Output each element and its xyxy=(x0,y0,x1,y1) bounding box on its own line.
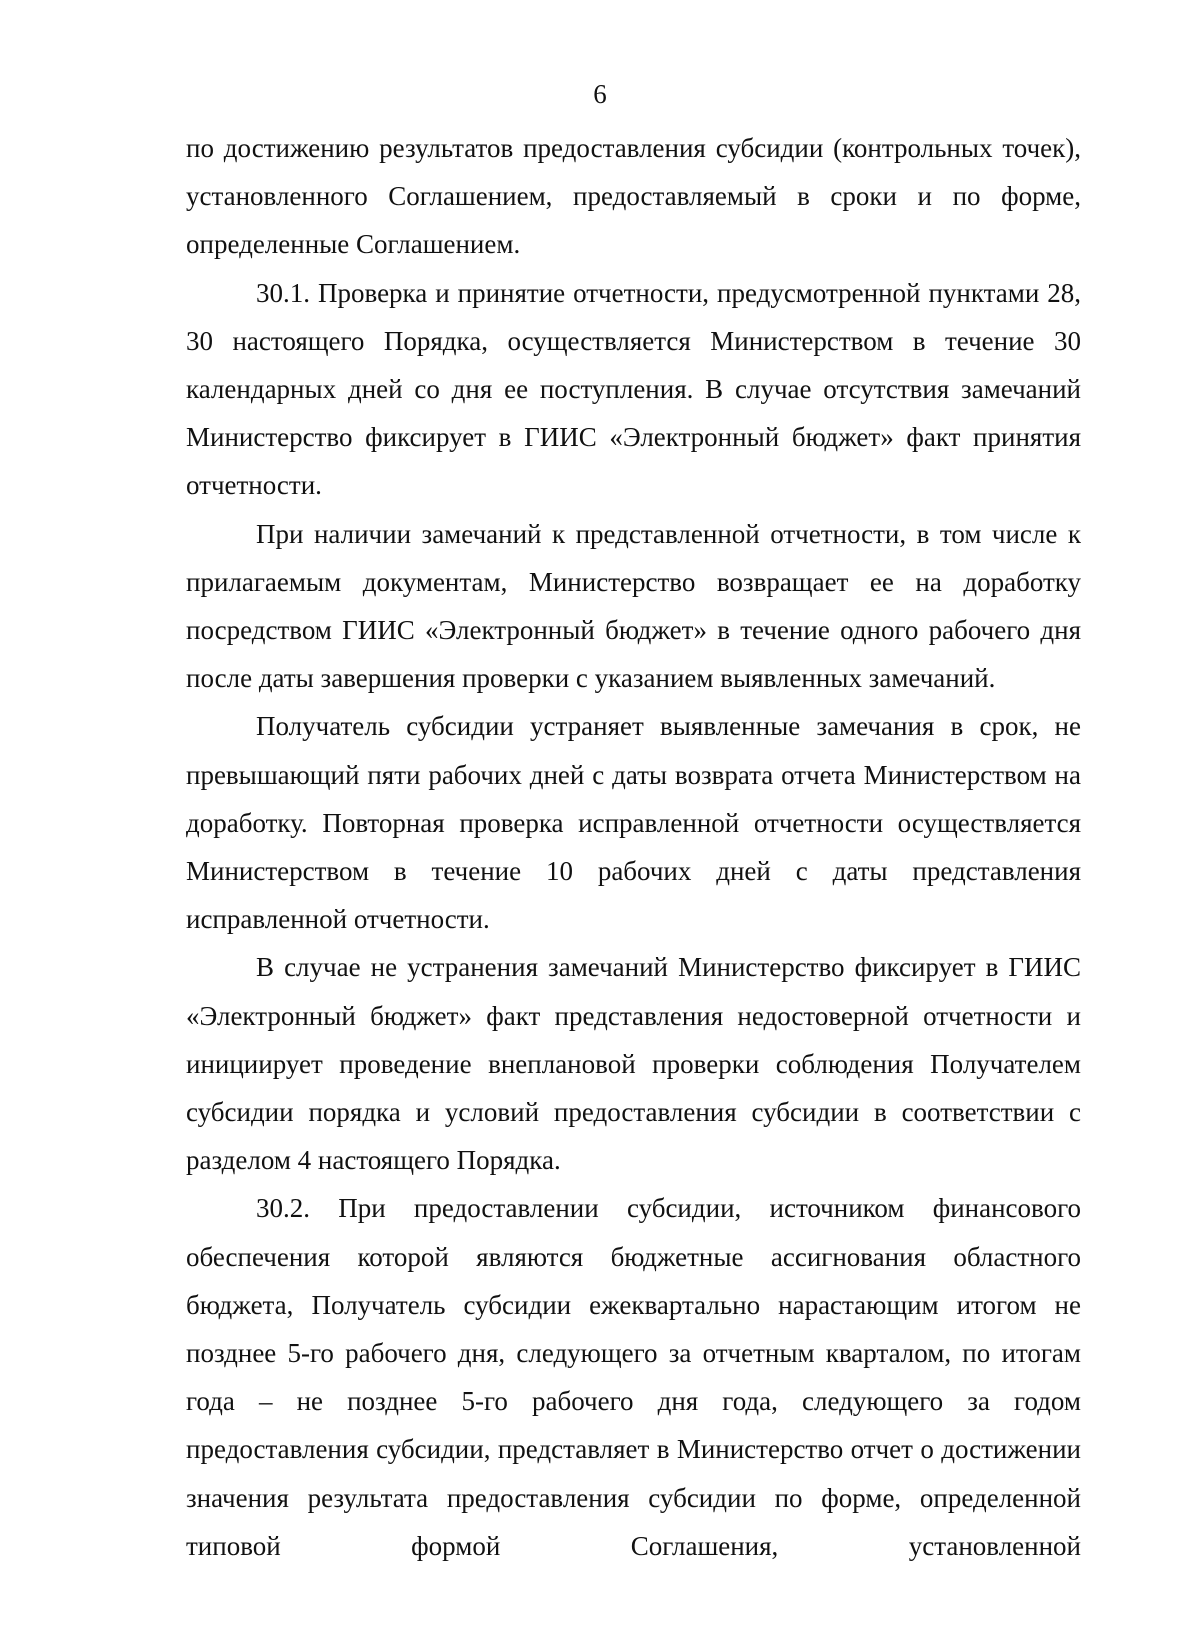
paragraph-correction-deadline: Получатель субсидии устраняет выявленные замечания в срок, не превышающий пяти рабочих дней с даты возврата отчета Министерством на доработку. Повторная проверка исправленной отчетности осуществляется Министерством в течение 10 рабочих дней с даты представления исправленной отчетности. xyxy=(186,711,1081,935)
paragraph-30-1: 30.1. Проверка и принятие отчетности, предусмотренной пунктами 28, 30 настоящего Порядка, осуществляется Министерством в течение 30 календарных дней со дня ее поступления. В случае отсутствия замечаний Министерство фиксирует в ГИИС «Электронный бюджет» факт принятия отчетности. xyxy=(186,277,1081,501)
page-number: 6 xyxy=(593,79,607,109)
paragraph-remarks: При наличии замечаний к представленной отчетности, в том числе к прилагаемым документам, Министерство возвращает ее на доработку посредством ГИИС «Электронный бюджет» в течение одного рабочего дня после даты завершения проверки с указанием выявленных замечаний. xyxy=(186,518,1081,694)
document-body xyxy=(186,124,1081,1570)
paragraph-continuation: по достижению результатов предоставления субсидии (контрольных точек), установленного Соглашением, предоставляемый в сроки и по форме, определенные Соглашением. xyxy=(186,133,1081,260)
paragraph-30-2: 30.2. При предоставлении субсидии, источником финансового обеспечения которой являются бюджетные ассигнования областного бюджета, Получатель субсидии ежеквартально нарастающим итогом не позднее 5-го рабочего дня, следующего за отчетным кварталом, по итогам года – не позднее 5-го рабочего дня года, следующего за годом предоставления субсидии, представляет в Министерство отчет о достижении значения результата предоставления субсидии по форме, определенной типовой формой Соглашения, установленной xyxy=(186,1193,1081,1561)
paragraph-unresolved-remarks: В случае не устранения замечаний Министерство фиксирует в ГИИС «Электронный бюджет» факт представления недостоверной отчетности и инициирует проведение внеплановой проверки соблюдения Получателем субсидии порядка и условий предоставления субсидии в соответствии с разделом 4 настоящего Порядка. xyxy=(186,952,1081,1176)
